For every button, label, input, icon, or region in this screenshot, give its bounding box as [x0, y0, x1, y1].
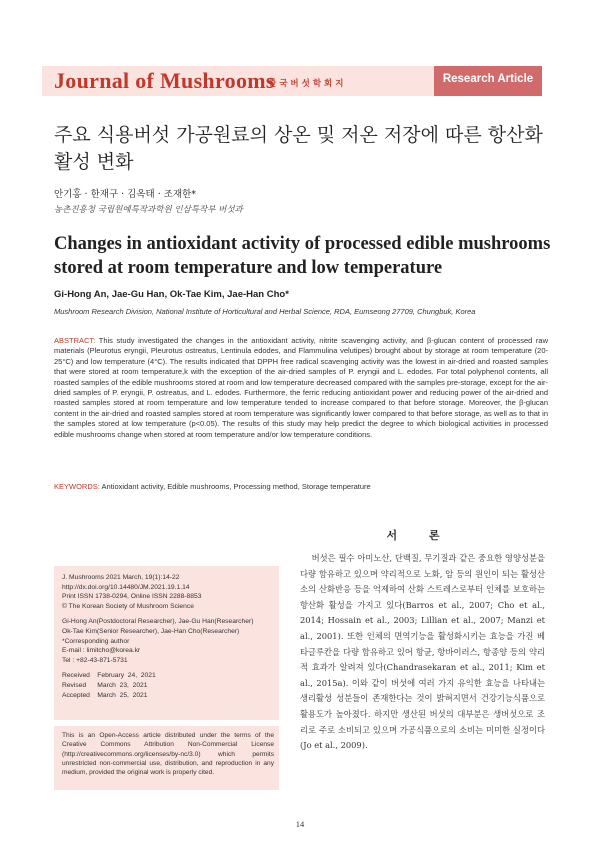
- journal-name: Journal of Mushrooms: [54, 68, 275, 93]
- title-english-line-1: Changes in antioxidant activity of processed edible mushrooms: [54, 234, 551, 254]
- corresponding-author-line: *Corresponding author: [62, 637, 130, 645]
- introduction-text: 버섯은 필수 아미노산, 단백질, 무기질과 같은 중요한 영양성분을 다량 함유하고 있으며 약리적으로 노화, 암 등의 원인이 되는 활성산소의 산화반응 등을 억제하여 산화 스트레스로부터 인체를 보호하는 항산화 활성을 가지고 있다(Barros et al., 2007; Cho et al., 2014; Hossain et al., 2003; Lillian et al., 2007; Manzi et al., 2001). 또한 인체의 면역기능을 활성화시키는 효능을 가진 베타글루칸을 다량 함유하고 있어 항균, 항바이러스, 항종양 등의 약리적 효과가 알려져 있다(Chandrasekaran et al., 2011; Kim et al., 2015a). 이와 같이 버섯에 여러 가지 유익한 효능을 나타내는 생리활성 성분들이 존재한다는 것이 밝혀지면서 건강기능식품으로 활용도가 높아졌다. 하지만 생산된 버섯의 대부분은 생버섯으로 조리로 주로 소비되고 있으며 가공식품으로의 소비는 미미한 실정이다(Jo et al., 2009).: [300, 553, 545, 751]
- abstract: [54, 336, 548, 440]
- abstract-label: ABSTRACT:: [54, 336, 96, 345]
- email-line[interactable]: E-mail : limitcho@korea.kr: [62, 647, 141, 655]
- article-info: [62, 573, 274, 700]
- copyright-line: © The Korean Society of Mushroom Science: [62, 602, 194, 610]
- keywords-label: KEYWORDS:: [54, 482, 100, 491]
- revised-date: Revised March 23, 2021: [62, 681, 148, 689]
- page-number: 14: [295, 819, 305, 829]
- title-english: [54, 232, 554, 280]
- keywords-text: Antioxidant activity, Edible mushrooms, Processing method, Storage temperature: [101, 482, 371, 491]
- section-title: 서 론: [386, 529, 454, 542]
- title-korean-line-1: 주요 식용버섯 가공원료의 상온 및 저온 저장에 따른 항산화: [54, 124, 543, 146]
- author-role-line: Gi-Hong An(Postdoctoral Researcher), Jae-Gu Han(Researcher): [62, 618, 254, 626]
- tel-line: Tel : +82-43-871-5731: [62, 656, 128, 664]
- article-type-label: Research Article: [442, 73, 534, 85]
- society-name: 한국버섯학회지: [268, 79, 347, 89]
- authors-korean: 안기홍 · 한재구 · 김옥태 · 조재한*: [54, 189, 197, 200]
- open-access-notice: This is an Open-Access article distributed under the terms of the Creative Commons Attribution Non-Commercial License (http://creativecommons.org/licenses/by-nc/3.0) which permits unrestricted non-commercial use, distribution, and reproduction in any medium, provided the original work is properly cited.: [62, 732, 274, 777]
- accepted-date: Accepted March 25, 2021: [62, 691, 148, 699]
- title-korean: [54, 122, 554, 176]
- affiliation-english: Mushroom Research Division, National Institute of Horticultural and Herbal Science, RDA, Eumseong 27709, Chungbuk, Korea: [54, 307, 476, 316]
- received-date: Received February 24, 2021: [62, 672, 156, 680]
- affiliation-korean: 농촌진흥청 국립원예특작과학원 인삼특작부 버섯과: [54, 205, 243, 215]
- title-korean-line-2: 활성 변화: [54, 151, 134, 173]
- keywords: [54, 482, 548, 491]
- authors-english: Gi-Hong An, Jae-Gu Han, Ok-Tae Kim, Jae-Han Cho*: [54, 289, 289, 300]
- issn-line: Print ISSN 1738-0294, Online ISSN 2288-8853: [62, 593, 202, 601]
- abstract-text: This study investigated the changes in the antioxidant activity, nitrite scavenging activity, and β-glucan content of processed raw materials (Pleurotus eryngii, Pleurotus ostreatus, Lentinula edodes, and Flammulina velutipes) brought about by storage at room temperature (20-25°C) and low temperature (4°C). The results indicated that DPPH free radical scavenging activity was the lowest in air-dried and roasted samples that were stored at room temperature,k with the exception of the air-dried samples of P. eryngii and L. edodes. For total polyphenol contents, all roasted samples of the edible mushrooms stored at room and low temperature decreased compared with the samples pre-storage, except for the air-dried samples of P. eryngii, P. ostreatus, and L. edodes. Furthermore, the ferric reducing antioxidant power and reducing power of the air-dried and roasted samples stored at room temperature and low temperature tended to increase compared to that before storage. Moreover, the β-glucan content in the air-dried and roasted samples stored at room temperature was significantly lower compared to that before storage, as well as to that in the samples stored at low temperature (p<0.05). The results of this study may help predict the degree to which biological activities in processed edible mushrooms change when stored at room temperature and/or low temperature conditions.: [54, 336, 548, 439]
- citation-line: J. Mushrooms 2021 March, 19(1):14-22: [62, 574, 180, 581]
- title-english-line-2: stored at room temperature and low temperature: [54, 258, 443, 278]
- doi-link[interactable]: http://dx.doi.org/10.14480/JM.2021.19.1.14: [62, 583, 190, 591]
- author-role-line: Ok-Tae Kim(Senior Researcher), Jae-Han Cho(Researcher): [62, 627, 240, 635]
